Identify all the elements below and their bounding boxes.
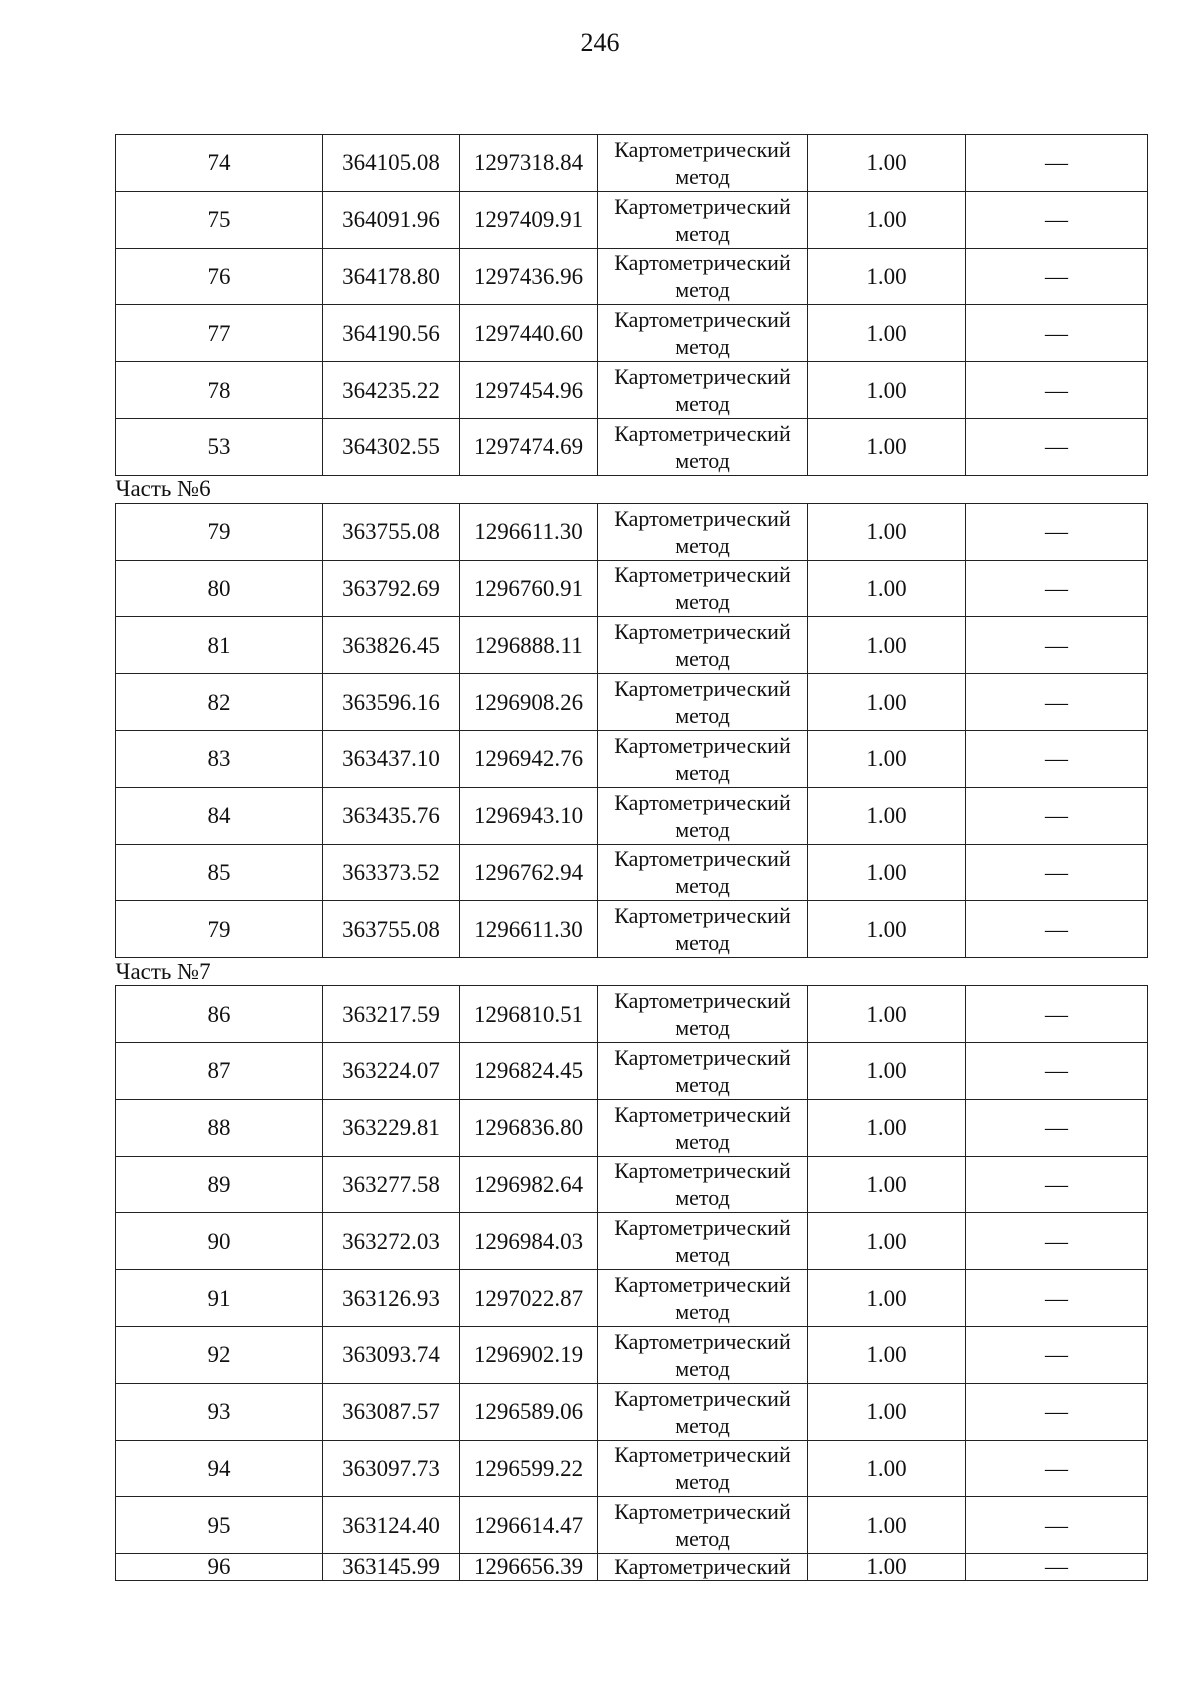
section-header-row xyxy=(116,475,1148,503)
point-number-cell: 86 xyxy=(116,986,323,1043)
method-cell xyxy=(598,135,808,192)
table-row xyxy=(116,1270,1148,1327)
point-number-cell: 94 xyxy=(116,1440,323,1497)
table-row xyxy=(116,362,1148,419)
x-coordinate-cell: 363755.08 xyxy=(323,503,460,560)
point-number-cell: 93 xyxy=(116,1383,323,1440)
x-coordinate-cell: 363277.58 xyxy=(323,1156,460,1213)
method-line-2: метод xyxy=(675,646,730,672)
method-line-1: Картометрический xyxy=(614,420,791,446)
x-coordinate-cell: 363217.59 xyxy=(323,986,460,1043)
table-row xyxy=(116,674,1148,731)
method-line-2: метод xyxy=(675,220,730,246)
y-coordinate-cell: 1297440.60 xyxy=(460,305,598,362)
method-line-1: Картометрический xyxy=(614,676,791,702)
x-coordinate-cell: 364091.96 xyxy=(323,191,460,248)
accuracy-cell: 1.00 xyxy=(808,1270,966,1327)
method-line-2: метод xyxy=(675,1071,730,1097)
note-dash-cell: — xyxy=(966,1326,1148,1383)
table-row xyxy=(116,191,1148,248)
point-number-cell: 87 xyxy=(116,1042,323,1099)
note-dash-cell: — xyxy=(966,1270,1148,1327)
method-line-1: Картометрический xyxy=(614,789,791,815)
method-line-1: Картометрический xyxy=(614,1328,791,1354)
point-number-cell: 75 xyxy=(116,191,323,248)
note-dash-cell: — xyxy=(966,617,1148,674)
table-row xyxy=(116,418,1148,475)
method-line-2: метод xyxy=(675,589,730,615)
note-dash-cell: — xyxy=(966,362,1148,419)
method-cell xyxy=(598,1497,808,1554)
y-coordinate-cell: 1296656.39 xyxy=(460,1554,598,1581)
note-dash-cell: — xyxy=(966,1497,1148,1554)
method-line-2: метод xyxy=(675,703,730,729)
note-dash-cell: — xyxy=(966,560,1148,617)
y-coordinate-cell: 1296599.22 xyxy=(460,1440,598,1497)
x-coordinate-cell: 363126.93 xyxy=(323,1270,460,1327)
method-line-1: Картометрический xyxy=(614,136,791,162)
accuracy-cell: 1.00 xyxy=(808,674,966,731)
accuracy-cell: 1.00 xyxy=(808,503,966,560)
y-coordinate-cell: 1296589.06 xyxy=(460,1383,598,1440)
x-coordinate-cell: 363435.76 xyxy=(323,787,460,844)
y-coordinate-cell: 1297474.69 xyxy=(460,418,598,475)
method-cell xyxy=(598,248,808,305)
section-label: Часть №7 xyxy=(116,958,1148,986)
y-coordinate-cell: 1297454.96 xyxy=(460,362,598,419)
point-number-cell: 90 xyxy=(116,1213,323,1270)
table-row xyxy=(116,135,1148,192)
accuracy-cell: 1.00 xyxy=(808,1440,966,1497)
point-number-cell: 84 xyxy=(116,787,323,844)
y-coordinate-cell: 1296888.11 xyxy=(460,617,598,674)
method-cell xyxy=(598,901,808,958)
table-row xyxy=(116,503,1148,560)
method-line-1: Картометрический xyxy=(614,732,791,758)
method-line-2: метод xyxy=(675,759,730,785)
method-line-1: Картометрический xyxy=(614,1215,791,1241)
method-cell xyxy=(598,986,808,1043)
note-dash-cell: — xyxy=(966,674,1148,731)
table-row xyxy=(116,986,1148,1043)
x-coordinate-cell: 363093.74 xyxy=(323,1326,460,1383)
point-number-cell: 91 xyxy=(116,1270,323,1327)
x-coordinate-cell: 363792.69 xyxy=(323,560,460,617)
x-coordinate-cell: 363097.73 xyxy=(323,1440,460,1497)
method-line-2: метод xyxy=(675,334,730,360)
method-line-1: Картометрический xyxy=(614,846,791,872)
method-line-1: Картометрический xyxy=(614,1499,791,1525)
y-coordinate-cell: 1296984.03 xyxy=(460,1213,598,1270)
accuracy-cell: 1.00 xyxy=(808,787,966,844)
method-line-2: метод xyxy=(675,1185,730,1211)
method-cell xyxy=(598,1099,808,1156)
method-cell xyxy=(598,844,808,901)
note-dash-cell: — xyxy=(966,1213,1148,1270)
note-dash-cell: — xyxy=(966,986,1148,1043)
accuracy-cell: 1.00 xyxy=(808,1099,966,1156)
point-number-cell: 96 xyxy=(116,1554,323,1581)
x-coordinate-cell: 364235.22 xyxy=(323,362,460,419)
accuracy-cell: 1.00 xyxy=(808,1326,966,1383)
x-coordinate-cell: 363087.57 xyxy=(323,1383,460,1440)
accuracy-cell: 1.00 xyxy=(808,305,966,362)
accuracy-cell: 1.00 xyxy=(808,1383,966,1440)
method-line-2: метод xyxy=(675,447,730,473)
table-row xyxy=(116,1213,1148,1270)
point-number-cell: 77 xyxy=(116,305,323,362)
x-coordinate-cell: 364302.55 xyxy=(323,418,460,475)
method-cell xyxy=(598,503,808,560)
point-number-cell: 76 xyxy=(116,248,323,305)
y-coordinate-cell: 1296614.47 xyxy=(460,1497,598,1554)
x-coordinate-cell: 363224.07 xyxy=(323,1042,460,1099)
method-line-1: Картометрический xyxy=(614,505,791,531)
y-coordinate-cell: 1296611.30 xyxy=(460,503,598,560)
x-coordinate-cell: 363145.99 xyxy=(323,1554,460,1581)
x-coordinate-cell: 364190.56 xyxy=(323,305,460,362)
method-cell xyxy=(598,1270,808,1327)
method-line-1: Картометрический xyxy=(614,903,791,929)
accuracy-cell: 1.00 xyxy=(808,1554,966,1581)
method-line-2: метод xyxy=(675,1412,730,1438)
note-dash-cell: — xyxy=(966,1156,1148,1213)
table-row xyxy=(116,1497,1148,1554)
table-row xyxy=(116,305,1148,362)
point-number-cell: 80 xyxy=(116,560,323,617)
method-line-2: метод xyxy=(675,816,730,842)
accuracy-cell: 1.00 xyxy=(808,901,966,958)
method-cell xyxy=(598,1554,808,1581)
method-line-2: метод xyxy=(675,1242,730,1268)
accuracy-cell: 1.00 xyxy=(808,1497,966,1554)
y-coordinate-cell: 1296810.51 xyxy=(460,986,598,1043)
method-cell xyxy=(598,305,808,362)
table-row xyxy=(116,617,1148,674)
accuracy-cell: 1.00 xyxy=(808,362,966,419)
note-dash-cell: — xyxy=(966,418,1148,475)
point-number-cell: 53 xyxy=(116,418,323,475)
section-label: Часть №6 xyxy=(116,475,1148,503)
point-number-cell: 83 xyxy=(116,730,323,787)
method-cell xyxy=(598,1213,808,1270)
point-number-cell: 79 xyxy=(116,503,323,560)
method-line-1: Картометрический xyxy=(614,1101,791,1127)
method-line-1: Картометрический xyxy=(614,1044,791,1070)
method-cell xyxy=(598,1383,808,1440)
method-line-1: Картометрический xyxy=(614,988,791,1014)
method-line-2: метод xyxy=(675,1015,730,1041)
y-coordinate-cell: 1296908.26 xyxy=(460,674,598,731)
method-line-1: Картометрический xyxy=(614,1442,791,1468)
accuracy-cell: 1.00 xyxy=(808,1213,966,1270)
method-line-2: метод xyxy=(675,1128,730,1154)
y-coordinate-cell: 1296902.19 xyxy=(460,1326,598,1383)
table-row xyxy=(116,1156,1148,1213)
method-cell xyxy=(598,560,808,617)
table-row xyxy=(116,1326,1148,1383)
method-cell xyxy=(598,1156,808,1213)
method-line-1: Картометрический xyxy=(614,1554,791,1580)
table-row xyxy=(116,1042,1148,1099)
point-number-cell: 88 xyxy=(116,1099,323,1156)
table-row xyxy=(116,248,1148,305)
x-coordinate-cell: 363596.16 xyxy=(323,674,460,731)
method-line-2: метод xyxy=(675,532,730,558)
accuracy-cell: 1.00 xyxy=(808,248,966,305)
note-dash-cell: — xyxy=(966,730,1148,787)
accuracy-cell: 1.00 xyxy=(808,617,966,674)
table-row xyxy=(116,730,1148,787)
x-coordinate-cell: 363437.10 xyxy=(323,730,460,787)
method-line-2: метод xyxy=(675,163,730,189)
y-coordinate-cell: 1296943.10 xyxy=(460,787,598,844)
y-coordinate-cell: 1296824.45 xyxy=(460,1042,598,1099)
point-number-cell: 81 xyxy=(116,617,323,674)
method-line-2: метод xyxy=(675,391,730,417)
y-coordinate-cell: 1296611.30 xyxy=(460,901,598,958)
section-header-row xyxy=(116,958,1148,986)
method-line-1: Картометрический xyxy=(614,619,791,645)
note-dash-cell: — xyxy=(966,901,1148,958)
point-number-cell: 89 xyxy=(116,1156,323,1213)
point-number-cell: 74 xyxy=(116,135,323,192)
x-coordinate-cell: 364178.80 xyxy=(323,248,460,305)
note-dash-cell: — xyxy=(966,503,1148,560)
note-dash-cell: — xyxy=(966,1383,1148,1440)
note-dash-cell: — xyxy=(966,248,1148,305)
accuracy-cell: 1.00 xyxy=(808,560,966,617)
y-coordinate-cell: 1297409.91 xyxy=(460,191,598,248)
method-line-2: метод xyxy=(675,873,730,899)
point-number-cell: 79 xyxy=(116,901,323,958)
x-coordinate-cell: 363229.81 xyxy=(323,1099,460,1156)
method-cell xyxy=(598,730,808,787)
x-coordinate-cell: 363124.40 xyxy=(323,1497,460,1554)
note-dash-cell: — xyxy=(966,1099,1148,1156)
method-line-1: Картометрический xyxy=(614,1272,791,1298)
table-row xyxy=(116,1440,1148,1497)
accuracy-cell: 1.00 xyxy=(808,191,966,248)
table-row xyxy=(116,1099,1148,1156)
method-line-1: Картометрический xyxy=(614,250,791,276)
x-coordinate-cell: 363826.45 xyxy=(323,617,460,674)
y-coordinate-cell: 1296982.64 xyxy=(460,1156,598,1213)
table-row xyxy=(116,1554,1148,1581)
method-line-1: Картометрический xyxy=(614,1385,791,1411)
accuracy-cell: 1.00 xyxy=(808,1156,966,1213)
table-row xyxy=(116,560,1148,617)
coordinates-table-body xyxy=(116,135,1148,1581)
note-dash-cell: — xyxy=(966,787,1148,844)
method-line-2: метод xyxy=(675,930,730,956)
table-row xyxy=(116,787,1148,844)
method-line-1: Картометрический xyxy=(614,364,791,390)
method-line-2: метод xyxy=(675,1526,730,1552)
y-coordinate-cell: 1296836.80 xyxy=(460,1099,598,1156)
note-dash-cell: — xyxy=(966,191,1148,248)
table-row xyxy=(116,844,1148,901)
x-coordinate-cell: 363755.08 xyxy=(323,901,460,958)
coordinates-table xyxy=(115,134,1148,1581)
table-row xyxy=(116,901,1148,958)
y-coordinate-cell: 1297318.84 xyxy=(460,135,598,192)
accuracy-cell: 1.00 xyxy=(808,135,966,192)
page-number: 246 xyxy=(580,28,620,57)
method-cell xyxy=(598,1440,808,1497)
accuracy-cell: 1.00 xyxy=(808,418,966,475)
note-dash-cell: — xyxy=(966,305,1148,362)
y-coordinate-cell: 1297022.87 xyxy=(460,1270,598,1327)
method-cell xyxy=(598,787,808,844)
x-coordinate-cell: 364105.08 xyxy=(323,135,460,192)
method-line-1: Картометрический xyxy=(614,562,791,588)
note-dash-cell: — xyxy=(966,135,1148,192)
accuracy-cell: 1.00 xyxy=(808,730,966,787)
x-coordinate-cell: 363272.03 xyxy=(323,1213,460,1270)
method-line-2: метод xyxy=(675,1469,730,1495)
method-line-1: Картометрический xyxy=(614,193,791,219)
table-row xyxy=(116,1383,1148,1440)
y-coordinate-cell: 1296760.91 xyxy=(460,560,598,617)
method-cell xyxy=(598,191,808,248)
method-cell xyxy=(598,617,808,674)
point-number-cell: 92 xyxy=(116,1326,323,1383)
note-dash-cell: — xyxy=(966,844,1148,901)
point-number-cell: 95 xyxy=(116,1497,323,1554)
y-coordinate-cell: 1296762.94 xyxy=(460,844,598,901)
method-line-2: метод xyxy=(675,1299,730,1325)
x-coordinate-cell: 363373.52 xyxy=(323,844,460,901)
method-line-1: Картометрический xyxy=(614,307,791,333)
method-cell xyxy=(598,362,808,419)
method-cell xyxy=(598,1326,808,1383)
accuracy-cell: 1.00 xyxy=(808,1042,966,1099)
method-cell xyxy=(598,674,808,731)
point-number-cell: 82 xyxy=(116,674,323,731)
point-number-cell: 78 xyxy=(116,362,323,419)
point-number-cell: 85 xyxy=(116,844,323,901)
method-line-2: метод xyxy=(675,1355,730,1381)
note-dash-cell: — xyxy=(966,1440,1148,1497)
method-cell xyxy=(598,1042,808,1099)
accuracy-cell: 1.00 xyxy=(808,844,966,901)
y-coordinate-cell: 1297436.96 xyxy=(460,248,598,305)
accuracy-cell: 1.00 xyxy=(808,986,966,1043)
method-cell xyxy=(598,418,808,475)
method-line-2: метод xyxy=(675,277,730,303)
note-dash-cell: — xyxy=(966,1042,1148,1099)
method-line-1: Картометрический xyxy=(614,1158,791,1184)
note-dash-cell: — xyxy=(966,1554,1148,1581)
y-coordinate-cell: 1296942.76 xyxy=(460,730,598,787)
